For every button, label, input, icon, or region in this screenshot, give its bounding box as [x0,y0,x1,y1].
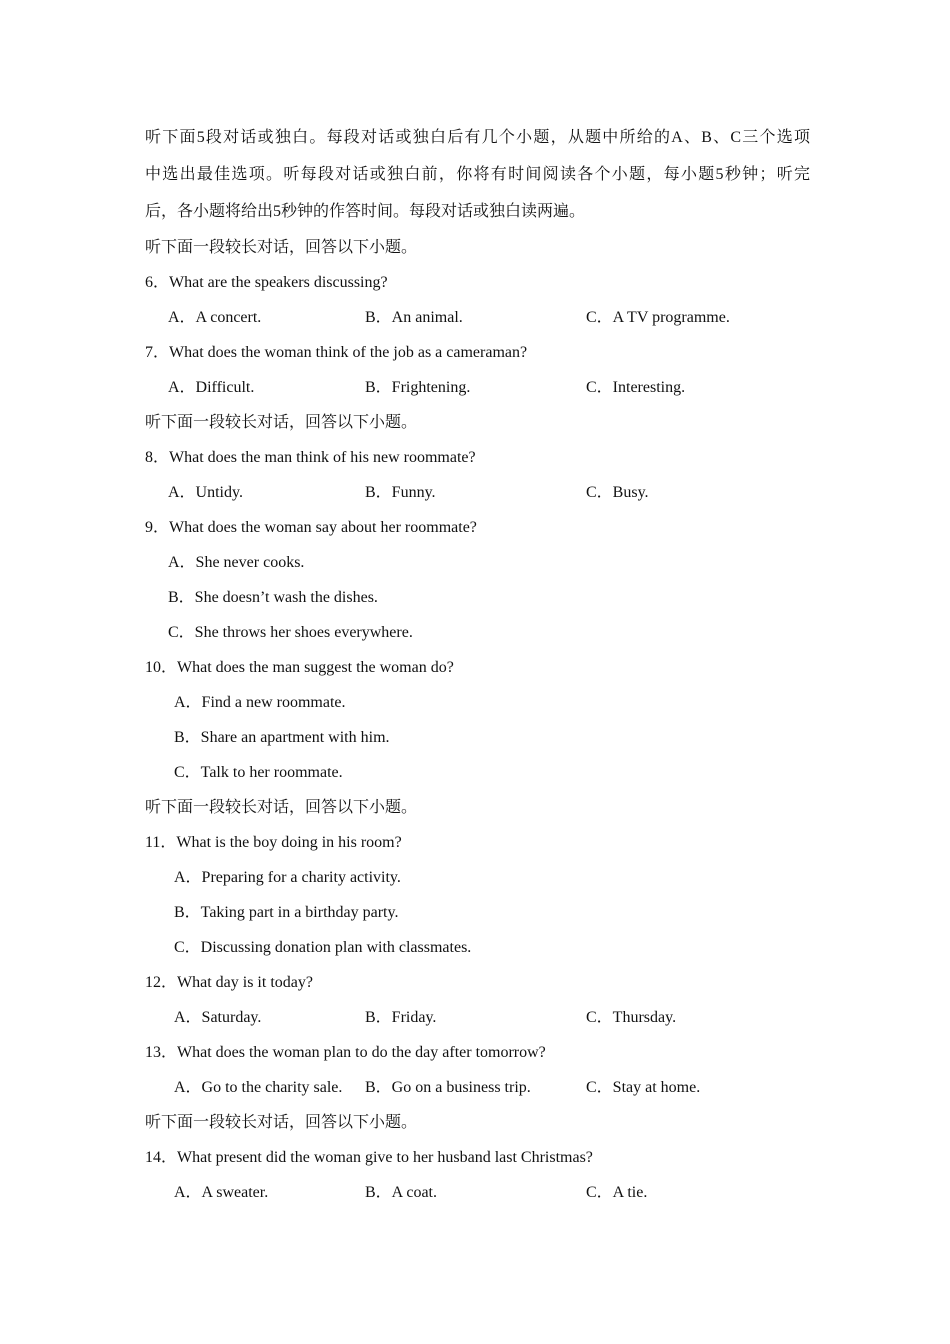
option-a: A．She never cooks. [168,554,305,571]
section-header: 听下面一段较长对话，回答以下小题。 [145,1114,418,1131]
option-b: B．A coat. [365,1184,437,1201]
option-b: B．Frightening. [365,379,471,396]
option-a: A．Go to the charity sale. [174,1079,343,1096]
question-9-stem: 9．What does the woman say about her roommate? [145,519,477,536]
question-6-stem: 6．What are the speakers discussing? [145,274,388,291]
question-14-options [145,1175,810,1210]
option-c: C．Interesting. [586,379,686,396]
option-c: C．She throws her shoes everywhere. [168,624,413,641]
question-7-options [145,370,810,405]
option-c: C．Discussing donation plan with classmates. [174,939,472,956]
option-b: B．Share an apartment with him. [174,729,390,746]
option-a: A．Find a new roommate. [174,694,346,711]
option-b: B．Go on a business trip. [365,1079,531,1096]
option-b: B．Taking part in a birthday party. [174,904,399,921]
section-header: 听下面一段较长对话，回答以下小题。 [145,414,418,431]
option-c: C．A TV programme. [586,309,730,326]
option-a: A．Preparing for a charity activity. [174,869,401,886]
question-11-stem: 11．What is the boy doing in his room? [145,834,402,851]
exam-page [145,119,810,1210]
option-a: A．Saturday. [174,1009,262,1026]
option-c: C．Stay at home. [586,1079,701,1096]
question-8-stem: 8．What does the man think of his new roommate? [145,449,476,466]
option-c: C．Talk to her roommate. [174,764,343,781]
section-header: 听下面一段较长对话，回答以下小题。 [145,239,418,256]
question-12-options [145,1000,810,1035]
instructions-line-1: 听下面5段对话或独白。每段对话或独白后有几个小题，从题中所给的A、B、C三个选项 [145,129,810,146]
option-b: B．Friday. [365,1009,437,1026]
instructions-line-2: 中选出最佳选项。听每段对话或独白前，你将有时间阅读各个小题，每小题5秒钟；听完 [145,166,810,183]
option-b: B．She doesn’t wash the dishes. [168,589,378,606]
section-header: 听下面一段较长对话，回答以下小题。 [145,799,418,816]
question-8-options [145,475,810,510]
question-13-stem: 13．What does the woman plan to do the day after tomorrow? [145,1044,546,1061]
option-c: C．Busy. [586,484,649,501]
question-7-stem: 7．What does the woman think of the job as a cameraman? [145,344,528,361]
question-14-stem: 14．What present did the woman give to her husband last Christmas? [145,1149,593,1166]
option-a: A．Untidy. [168,484,243,501]
option-c: C．Thursday. [586,1009,677,1026]
option-b: B．An animal. [365,309,463,326]
question-10-stem: 10．What does the man suggest the woman do? [145,659,454,676]
option-b: B．Funny. [365,484,436,501]
question-13-options [145,1070,810,1105]
option-a: A．A concert. [168,309,262,326]
option-a: A．A sweater. [174,1184,269,1201]
option-a: A．Difficult. [168,379,255,396]
instructions-line-3: 后，各小题将给出5秒钟的作答时间。每段对话或独白读两遍。 [145,203,586,220]
option-c: C．A tie. [586,1184,648,1201]
question-12-stem: 12．What day is it today? [145,974,313,991]
question-6-options [145,300,810,335]
